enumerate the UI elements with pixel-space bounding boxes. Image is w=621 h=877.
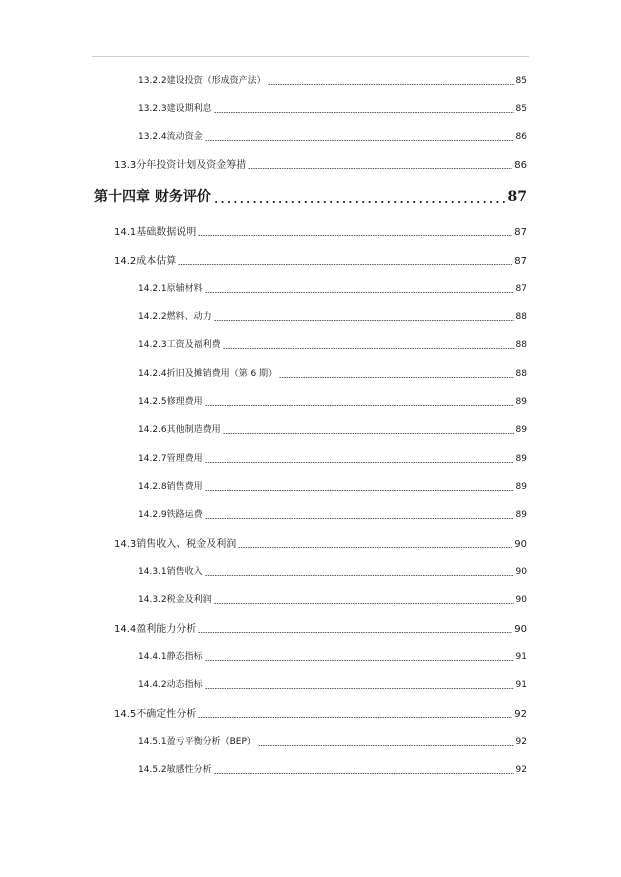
dot-leader (238, 547, 512, 548)
toc-entry[interactable] (138, 340, 527, 351)
dot-leader (268, 84, 514, 85)
toc-page-number: 88 (515, 340, 527, 350)
toc-page-number: 86 (515, 132, 527, 142)
toc-entry[interactable] (138, 397, 527, 408)
toc-entry[interactable] (138, 369, 527, 380)
toc-entry[interactable] (114, 624, 527, 635)
dot-leader (214, 320, 514, 321)
toc-entry[interactable] (114, 539, 527, 550)
toc-entry[interactable] (138, 567, 527, 578)
dot-leader (248, 168, 512, 169)
toc-page-number: 86 (514, 160, 527, 171)
toc-page-number: 87 (514, 256, 527, 267)
toc-entry-label: 14.2.4折旧及摊销费用（第 6 期） (138, 369, 278, 379)
dot-leader (205, 292, 514, 293)
toc-page-number: 90 (514, 624, 527, 635)
dot-leader (214, 773, 514, 774)
dot-leader (198, 632, 512, 633)
toc-page-number: 88 (515, 312, 527, 322)
toc-entry[interactable] (138, 595, 527, 606)
toc-page-number: 87 (507, 189, 527, 205)
toc-entry[interactable] (138, 652, 527, 663)
toc-page-number: 87 (515, 284, 527, 294)
toc-entry-label: 14.2.2燃料、动力 (138, 312, 212, 322)
toc-page-number: 89 (515, 510, 527, 520)
toc-entry-label: 14.3.2税金及利润 (138, 595, 212, 605)
toc-page-number: 85 (515, 76, 527, 86)
dot-leader (205, 575, 514, 576)
toc-entry[interactable] (138, 284, 527, 295)
toc-chapter-label: 第十四章 财务评价 (94, 189, 211, 205)
dot-leader (213, 201, 506, 203)
toc-entry-label: 14.5.2敏感性分析 (138, 765, 212, 775)
toc-page-number: 89 (515, 454, 527, 464)
toc-entry[interactable] (138, 76, 527, 87)
toc-entry-label: 13.2.2建设投资（形成资产法） (138, 76, 266, 86)
toc-entry[interactable] (138, 765, 527, 776)
toc-page-number: 85 (515, 104, 527, 114)
toc-page-number: 90 (515, 595, 527, 605)
toc-entry-label: 14.5不确定性分析 (114, 709, 197, 720)
toc-entry[interactable] (138, 425, 527, 436)
toc-entry[interactable] (138, 132, 527, 143)
toc-entry[interactable] (138, 312, 527, 323)
toc-page-number: 87 (514, 227, 527, 238)
dot-leader (178, 264, 512, 265)
toc-entry[interactable] (138, 510, 527, 521)
toc-page-number: 91 (515, 652, 527, 662)
header-rule (92, 56, 529, 57)
toc-page-number: 92 (514, 709, 527, 720)
dot-leader (198, 235, 512, 236)
toc-entry-label: 14.3销售收入、税金及利润 (114, 539, 237, 550)
toc-entry[interactable] (138, 482, 527, 493)
toc-page-number: 92 (515, 737, 527, 747)
dot-leader (223, 433, 514, 434)
dot-leader (205, 140, 514, 141)
toc-entry-label: 14.2成本估算 (114, 256, 177, 267)
toc-entry[interactable] (114, 160, 527, 171)
toc-entry-label: 14.2.6其他制造费用 (138, 425, 221, 435)
toc-page-number: 90 (515, 567, 527, 577)
dot-leader (205, 490, 514, 491)
toc-entry-label: 14.3.1销售收入 (138, 567, 203, 577)
toc-entry-label: 14.2.3工资及福利费 (138, 340, 221, 350)
toc-entry[interactable] (114, 227, 527, 238)
toc-entry[interactable] (114, 709, 527, 720)
dot-leader (258, 745, 514, 746)
dot-leader (214, 112, 514, 113)
toc-page-number: 91 (515, 680, 527, 690)
toc-entry-label: 14.1基础数据说明 (114, 227, 197, 238)
toc-page-number: 92 (515, 765, 527, 775)
toc-entry-label: 14.4.1静态指标 (138, 652, 203, 662)
dot-leader (279, 377, 513, 378)
toc-entry[interactable] (114, 256, 527, 267)
toc-page-number: 89 (515, 397, 527, 407)
toc-entry-label: 14.5.1盈亏平衡分析（BEP） (138, 737, 256, 747)
toc-entry-label: 14.2.1原辅材料 (138, 284, 203, 294)
dot-leader (198, 717, 512, 718)
toc-chapter-entry[interactable] (94, 189, 527, 205)
dot-leader (223, 348, 514, 349)
toc-entry-label: 13.2.4流动资金 (138, 132, 203, 142)
toc-entry-label: 14.2.8销售费用 (138, 482, 203, 492)
toc-entry-label: 14.4盈利能力分析 (114, 624, 197, 635)
toc-entry-label: 14.4.2动态指标 (138, 680, 203, 690)
dot-leader (205, 462, 514, 463)
toc-entry-label: 14.2.9铁路运费 (138, 510, 203, 520)
dot-leader (214, 603, 514, 604)
toc-entry[interactable] (138, 104, 527, 115)
toc-entry-label: 14.2.7管理费用 (138, 454, 203, 464)
toc-entry[interactable] (138, 680, 527, 691)
toc-page-number: 88 (515, 369, 527, 379)
toc-entry[interactable] (138, 737, 527, 748)
toc-page-number: 90 (514, 539, 527, 550)
dot-leader (205, 405, 514, 406)
dot-leader (205, 660, 514, 661)
toc-page-number: 89 (515, 425, 527, 435)
toc-entry[interactable] (138, 454, 527, 465)
toc-entry-label: 14.2.5修理费用 (138, 397, 203, 407)
toc-page-number: 89 (515, 482, 527, 492)
toc-entry-label: 13.2.3建设期利息 (138, 104, 212, 114)
dot-leader (205, 518, 514, 519)
dot-leader (205, 688, 514, 689)
toc-entry-label: 13.3分年投资计划及资金筹措 (114, 160, 247, 171)
